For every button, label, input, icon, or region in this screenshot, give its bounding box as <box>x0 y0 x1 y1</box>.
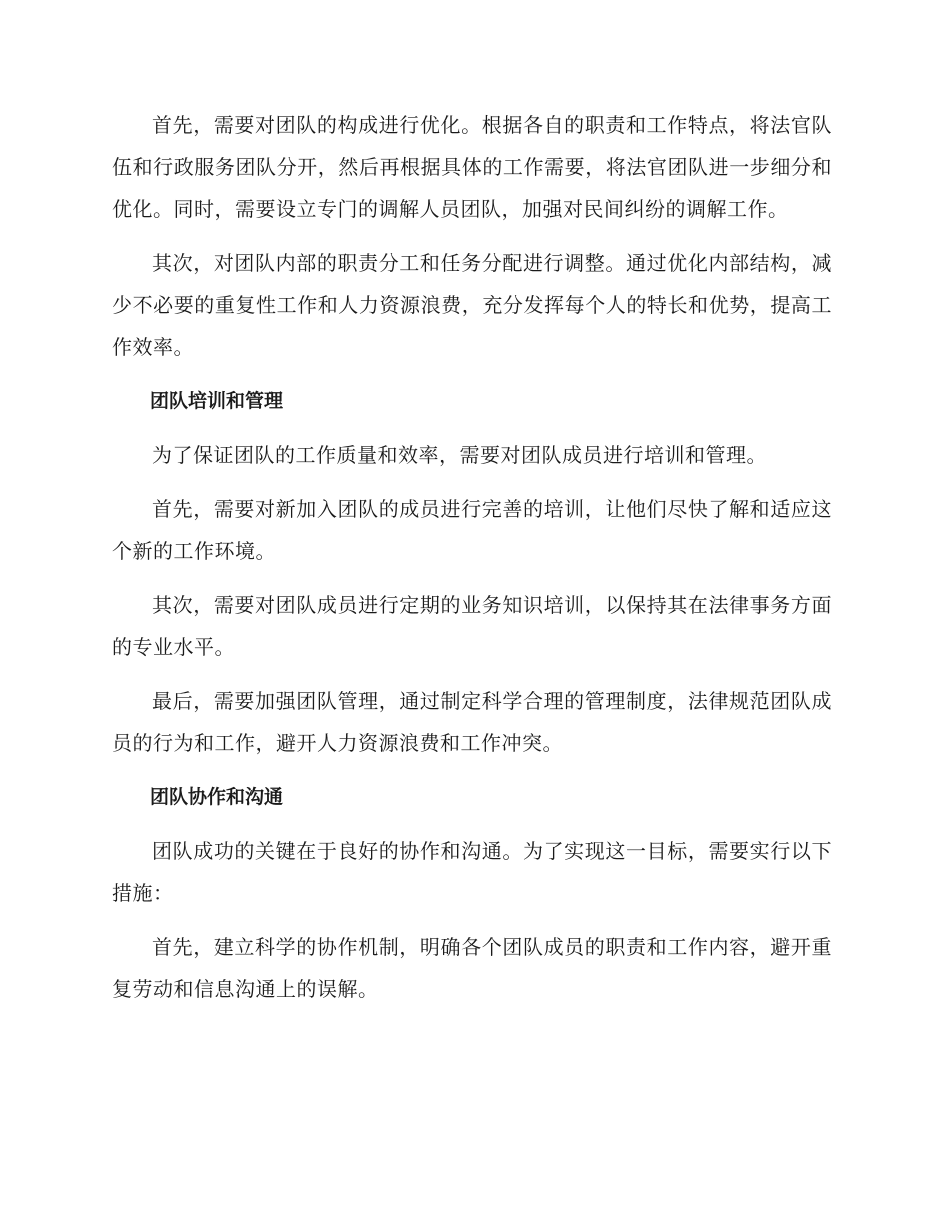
document-page <box>112 104 832 1022</box>
paragraph: 其次，需要对团队成员进行定期的业务知识培训，以保持其在法律事务方面的专业水平。 <box>112 593 832 659</box>
paragraph: 首先，需要对团队的构成进行优化。根据各自的职责和工作特点，将法官队伍和行政服务团队分开，然后再根据具体的工作需要，将法官团队进一步细分和优化。同时，需要设立专门的调解人员团队，加强对民间纠纷的调解工作。 <box>112 113 832 221</box>
paragraph: 其次，对团队内部的职责分工和任务分配进行调整。通过优化内部结构，减少不必要的重复性工作和人力资源浪费，充分发挥每个人的特长和优势，提高工作效率。 <box>112 251 832 359</box>
section-heading: 团队协作和沟通 <box>150 786 284 808</box>
paragraph: 团队成功的关键在于良好的协作和沟通。为了实现这一目标，需要实行以下措施： <box>112 839 832 905</box>
paragraph: 为了保证团队的工作质量和效率，需要对团队成员进行培训和管理。 <box>152 443 767 467</box>
section-heading: 团队培训和管理 <box>150 390 284 412</box>
paragraph: 首先，需要对新加入团队的成员进行完善的培训，让他们尽快了解和适应这个新的工作环境。 <box>112 497 832 563</box>
paragraph: 最后，需要加强团队管理，通过制定科学合理的管理制度，法律规范团队成员的行为和工作，避开人力资源浪费和工作冲突。 <box>112 689 832 755</box>
paragraph: 首先，建立科学的协作机制，明确各个团队成员的职责和工作内容，避开重复劳动和信息沟通上的误解。 <box>112 935 832 1001</box>
